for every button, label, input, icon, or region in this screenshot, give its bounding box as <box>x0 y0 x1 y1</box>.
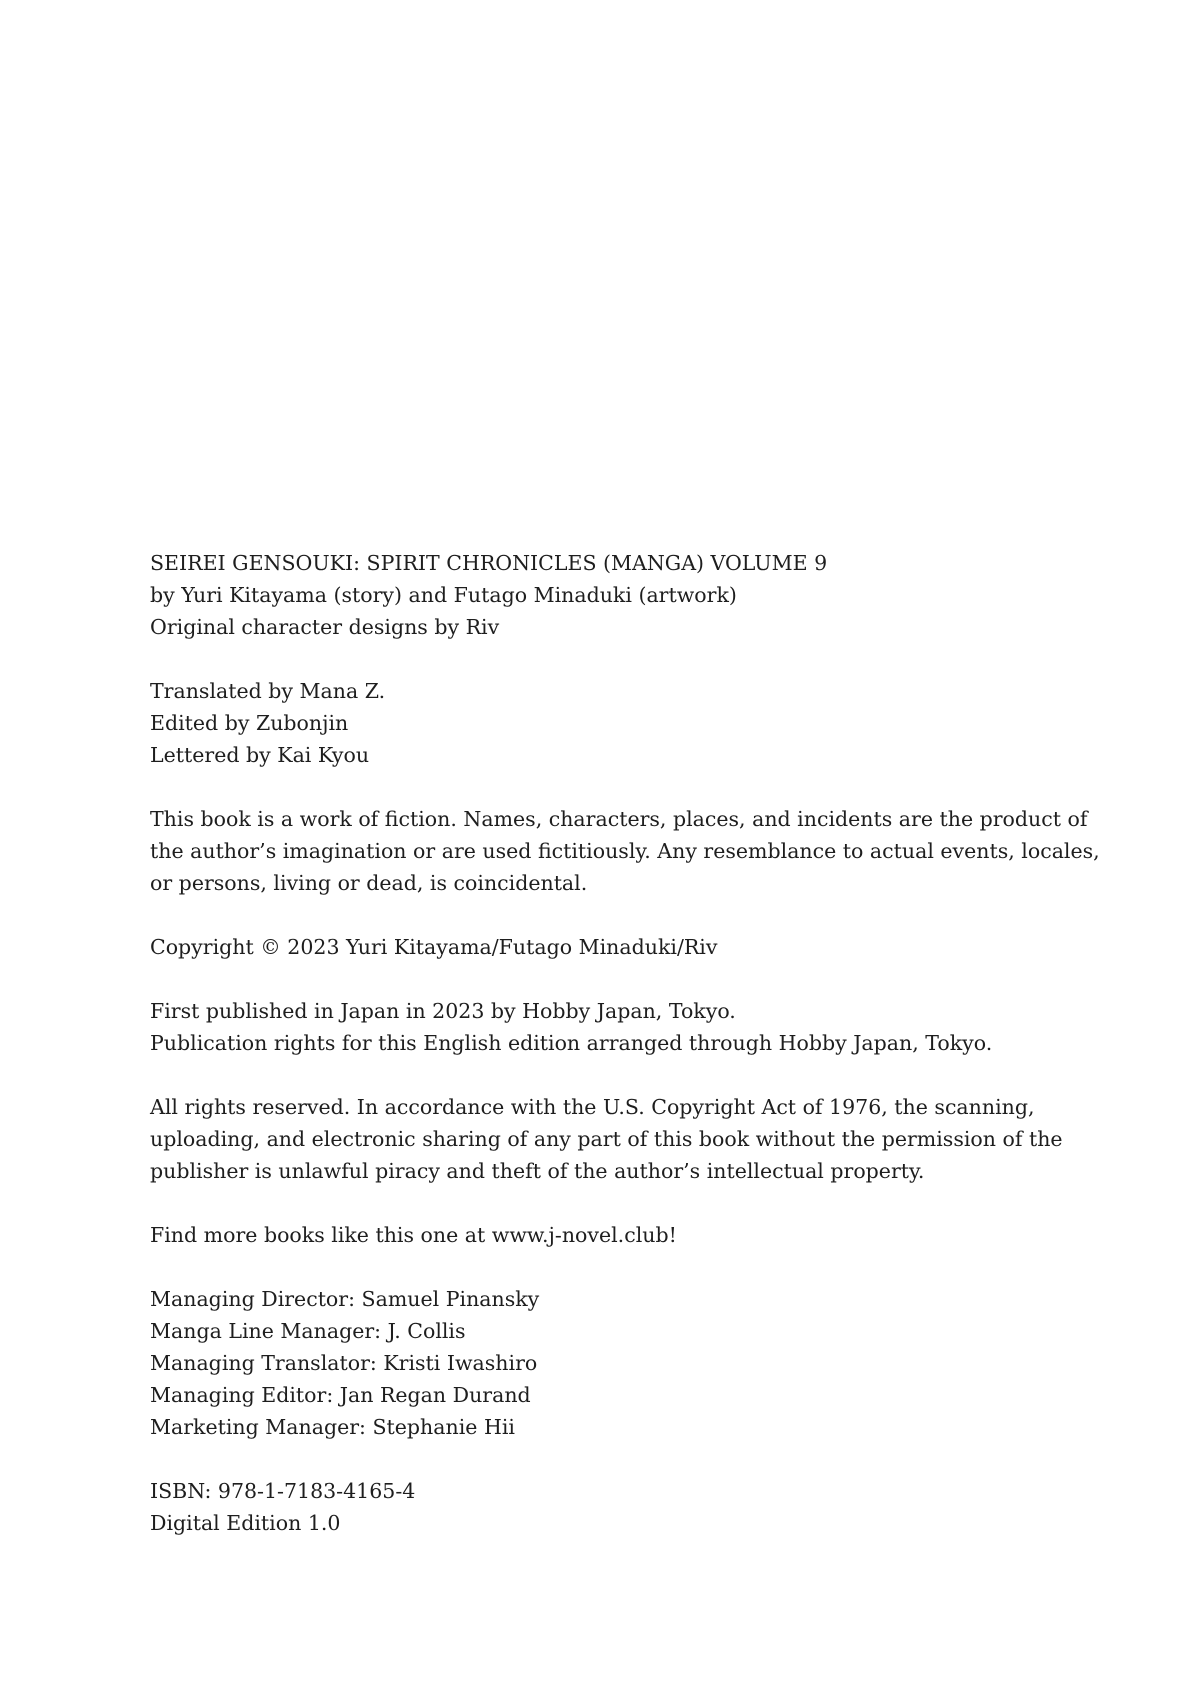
first-published-line: First published in Japan in 2023 by Hobby Japan, Tokyo. <box>150 999 736 1023</box>
rights-line: publisher is unlawful piracy and theft of the author’s intellectual property. <box>150 1159 925 1183</box>
find-more-block <box>150 1219 1110 1251</box>
rights-line: uploading, and electronic sharing of any part of this book without the permission of the <box>150 1127 1063 1151</box>
character-design-credit: Original character designs by Riv <box>150 615 500 639</box>
rights-reserved-notice <box>150 1091 1110 1187</box>
copyright-page <box>150 547 1110 1571</box>
author-credit: by Yuri Kitayama (story) and Futago Minaduki (artwork) <box>150 583 737 607</box>
staff-line: Managing Translator: Kristi Iwashiro <box>150 1351 538 1375</box>
letterer-credit: Lettered by Kai Kyou <box>150 743 370 767</box>
rights-line: All rights reserved. In accordance with the U.S. Copyright Act of 1976, the scanning, <box>150 1095 1035 1119</box>
staff-line: Managing Editor: Jan Regan Durand <box>150 1383 531 1407</box>
disclaimer-line: or persons, living or dead, is coincidental. <box>150 871 588 895</box>
publication-info <box>150 995 1110 1059</box>
find-more-line: Find more books like this one at www.j-novel.club! <box>150 1223 677 1247</box>
staff-line: Managing Director: Samuel Pinansky <box>150 1287 540 1311</box>
digital-edition-line: Digital Edition 1.0 <box>150 1511 341 1535</box>
title-block <box>150 547 1110 643</box>
staff-credits <box>150 675 1110 771</box>
staff-line: Manga Line Manager: J. Collis <box>150 1319 466 1343</box>
copyright-line: Copyright © 2023 Yuri Kitayama/Futago Minaduki/Riv <box>150 935 718 959</box>
isbn-line: ISBN: 978-1-7183-4165-4 <box>150 1479 416 1503</box>
management-staff <box>150 1283 1110 1443</box>
publication-rights-line: Publication rights for this English edition arranged through Hobby Japan, Tokyo. <box>150 1031 993 1055</box>
staff-line: Marketing Manager: Stephanie Hii <box>150 1415 515 1439</box>
disclaimer-line: This book is a work of fiction. Names, characters, places, and incidents are the product of <box>150 807 1088 831</box>
disclaimer-line: the author’s imagination or are used fictitiously. Any resemblance to actual events, locales, <box>150 839 1100 863</box>
fiction-disclaimer <box>150 803 1110 899</box>
translator-credit: Translated by Mana Z. <box>150 679 386 703</box>
edition-info <box>150 1475 1110 1539</box>
editor-credit: Edited by Zubonjin <box>150 711 349 735</box>
copyright-notice <box>150 931 1110 963</box>
book-title: SEIREI GENSOUKI: SPIRIT CHRONICLES (MANGA) VOLUME 9 <box>150 551 828 575</box>
